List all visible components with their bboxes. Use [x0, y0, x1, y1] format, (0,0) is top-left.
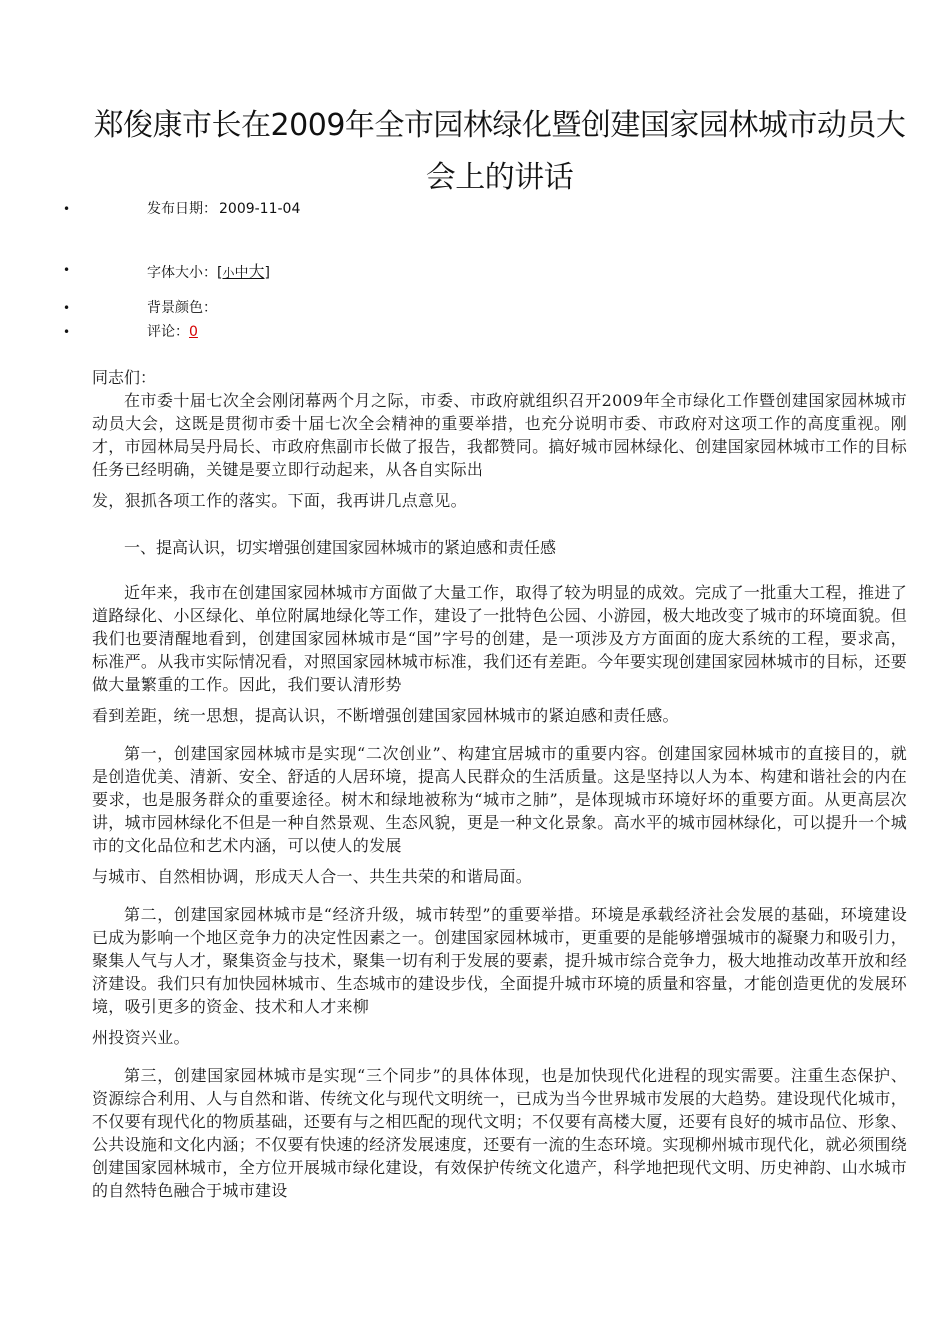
- bullet-icon: •: [63, 202, 71, 216]
- publish-date-label: 发布日期：: [147, 201, 217, 217]
- publish-date-value: 2009-11-04: [219, 201, 301, 217]
- meta-item-comments: [0, 321, 950, 343]
- paragraph: 近年来，我市在创建国家园林城市方面做了大量工作，取得了较为明显的成效。完成了一批重大工程，推进了道路绿化、小区绿化、单位附属地绿化等工作，建设了一批特色公园、小游园，极大地改变了城市的环境面貌。但我们也要清醒地看到，创建国家园林城市是“国”字号的创建，是一项涉及方方面面的庞大系统的工程，要求高，标准严。从我市实际情况看，对照国家园林城市标准，我们还有差距。今年要实现创建国家园林城市的目标，还要做大量繁重的工作。因此，我们要认清形势: [92, 583, 908, 694]
- font-size-bracket-open: [: [217, 265, 223, 281]
- font-size-control: [147, 259, 270, 282]
- meta-item-font-size: [0, 259, 950, 281]
- font-size-small-link[interactable]: 小: [222, 266, 235, 280]
- comments: [147, 321, 198, 341]
- paragraph-end: 看到差距，统一思想，提高认识，不断增强创建国家园林城市的紧迫感和责任感。: [92, 706, 679, 725]
- paragraph-end: 与城市、自然相协调，形成天人合一、共生共荣的和谐局面。: [92, 867, 533, 886]
- salutation: 同志们：: [92, 368, 157, 387]
- bullet-icon: •: [63, 325, 71, 339]
- meta-item-bg-color: [0, 297, 950, 319]
- font-size-large-link[interactable]: 大: [248, 262, 265, 281]
- paragraph: 第二，创建国家园林城市是“经济升级，城市转型”的重要举措。环境是承载经济社会发展的基础，环境建设已成为影响一个地区竞争力的决定性因素之一。创建国家园林城市，更重要的是能够增强城市的凝聚力和吸引力，聚集人气与人才，聚集资金与技术，聚集一切有利于发展的要素，提升城市综合竞争力，极大地推动改革开放和经济建设。我们只有加快园林城市、生态城市的建设步伐，全面提升城市环境的质量和容量，才能创造更优的发展环境，吸引更多的资金、技术和人才来柳: [92, 905, 908, 1016]
- paragraph-intro: 在市委十届七次全会刚闭幕两个月之际，市委、市政府就组织召开2009年全市绿化工作暨创建国家园林城市动员大会，这既是贯彻市委十届七次全会精神的重要举措，也充分说明市委、市政府对这项工作的高度重视。刚才，市园林局吴丹局长、市政府焦副市长做了报告，我都赞同。搞好城市园林绿化、创建国家园林城市工作的目标任务已经明确，关键是要立即行动起来，从各自实际出: [92, 391, 908, 479]
- font-size-medium-link[interactable]: 中: [234, 265, 249, 281]
- article-title: 郑俊康市长在2009年全市园林绿化暨创建国家园林城市动员大会上的讲话: [93, 108, 906, 195]
- bg-color-label: 背景颜色：: [147, 300, 217, 316]
- article-body: [92, 366, 907, 1202]
- paragraph: 第三，创建国家园林城市是实现“三个同步”的具体体现，也是加快现代化进程的现实需要。注重生态保护、资源综合利用、人与自然和谐、传统文化与现代文明统一，已成为当今世界城市发展的大趋势。建设现代化城市，不仅要有现代化的物质基础，还要有与之相匹配的现代文明；不仅要有高楼大厦，还要有良好的城市品位、形象、公共设施和文化内涵；不仅要有快速的经济发展速度，还要有一流的生态环境。实现柳州城市现代化，就必须围绕创建国家园林城市，全方位开展城市绿化建设，有效保护传统文化遗产，科学地把现代文明、历史神韵、山水城市的自然特色融合于城市建设: [92, 1066, 908, 1200]
- paragraph: 第一，创建国家园林城市是实现“二次创业”、构建宜居城市的重要内容。创建国家园林城市的直接目的，就是创造优美、清新、安全、舒适的人居环境，提高人民群众的生活质量。这是坚持以人为本、构建和谐社会的内在要求，也是服务群众的重要途径。树木和绿地被称为“城市之肺”，是体现城市环境好坏的重要方面。从更高层次讲，城市园林绿化不但是一种自然景观、生态风貌，更是一种文化景象。高水平的城市园林绿化，可以提升一个城市的文化品位和艺术内涵，可以使人的发展: [92, 744, 908, 855]
- bullet-icon: •: [63, 263, 71, 277]
- meta-item-publish-date: [0, 198, 950, 220]
- section-heading: 一、提高认识，切实增强创建国家园林城市的紧迫感和责任感: [124, 538, 557, 557]
- font-size-label: 字体大小：: [147, 265, 217, 281]
- paragraph-intro-end: 发，狠抓各项工作的落实。下面，我再讲几点意见。: [92, 491, 467, 510]
- bullet-icon: •: [63, 301, 71, 315]
- font-size-bracket-close: ]: [264, 265, 270, 281]
- comments-count-link[interactable]: 0: [189, 324, 198, 340]
- paragraph-end: 州投资兴业。: [92, 1028, 190, 1047]
- comments-label: 评论：: [147, 324, 189, 340]
- publish-date: [147, 198, 300, 218]
